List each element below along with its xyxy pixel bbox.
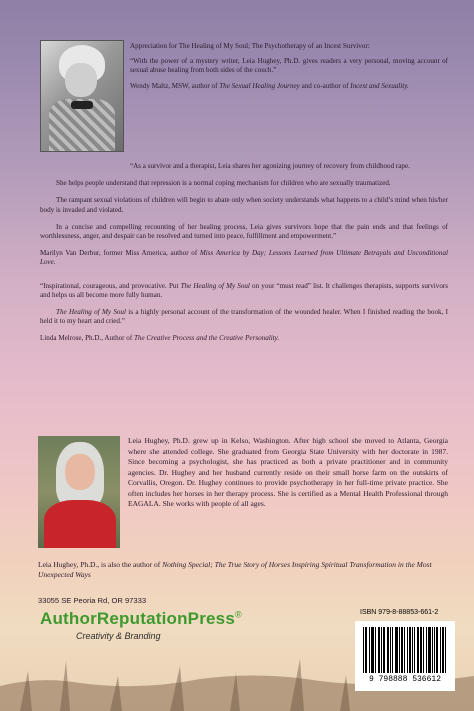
attribution-melrose: Linda Melrose, Ph.D., Author of The Creative Process and the Creative Personality. (40, 334, 280, 343)
paragraph-healing: In a concise and compelling recounting of her healing process, Leia gives survivors hope that the pain ends and that feelings of worthlessness, anger, and despair can be resolved and turned into peace, fulfillment and empowerment.” (40, 222, 448, 241)
quote-melrose-1: “Inspirational, courageous, and provocative. Put The Healing of My Soul on your “must read” list. It challenges therapists, supports survivors and helps us all become more fully human. (40, 281, 448, 299)
isbn-barcode (355, 621, 455, 691)
appreciation-heading: Appreciation for The Healing of My Soul; The Psychotherapy of an Incest Survivor: (130, 42, 370, 50)
barcode-number: 9 798888 536612 (368, 675, 441, 684)
publisher-name: AuthorReputationPress (40, 609, 235, 628)
author-bio (128, 436, 448, 510)
paragraph-violations: The rampant sexual violations of children will begin to abate only when society understands what happens to a child’s mind when his/her body is invaded and violated. (40, 196, 448, 214)
publisher-tagline: Creativity & Branding (76, 631, 161, 641)
publisher-address: 33055 SE Peoria Rd, OR 97333 (38, 596, 147, 605)
publisher-logo (40, 609, 242, 641)
quote-melrose-2: The Healing of My Soul is a highly personal account of the transformation of the wounded healer. When I finished reading the book, I held it to my heart and cried.” (40, 308, 448, 326)
quote-maltz: “With the power of a mystery writer, Leia Hughey, Ph.D. gives readers a very personal, moving account of sexual abuse healing from both sides of the couch.” (130, 57, 448, 75)
quote-vanderbur-block (40, 162, 448, 344)
bio-text: Leia Hughey, Ph.D. grew up in Kelso, Washington. After high school she moved to Atlanta, Georgia where she attended college. She graduated from Georgia State University with her doctorate in 1987. Since becoming a psychologist, she has practiced as both a private practitioner and in community agencies. Dr. Hughey and her husband currently reside on their small horse farm on the outskirts of Corvallis, Oregon. Dr. Hughey continues to provide psychotherapy in her full-time private practice. She often includes her horses in her therapy process. She is certified as a Mental Health Professional through EAGALA. She works with people of all ages. (128, 436, 448, 508)
paragraph-repression: She helps people understand that repression is a normal coping mechanism for children who are sexually traumatized. (56, 179, 391, 188)
attribution-vanderbur: Marilyn Van Derbur, former Miss America, author of Miss America by Day; Lessons Learned from Ultimate Betrayals and Unconditional Love. (40, 249, 448, 267)
other-book: Leia Hughey, Ph.D., is also the author of Nothing Special; The True Story of Horses Inspiring Spiritual Transformation in the Most Unexpected Ways (38, 560, 432, 579)
author-photo (38, 436, 120, 548)
registered-mark: ® (235, 609, 242, 620)
childhood-photo (40, 40, 124, 152)
appreciation-section (130, 42, 448, 91)
barcode-bars (363, 627, 447, 673)
attribution-maltz: Wendy Maltz, MSW, author of The Sexual Healing Journey and co-author of Incest and Sexuality. (130, 81, 409, 90)
isbn-label: ISBN 979-8-88853-661-2 (360, 609, 439, 616)
quote-vanderbur-open: “As a survivor and a therapist, Leia shares her agonizing journey of recovery from childhood rape. (130, 162, 410, 170)
